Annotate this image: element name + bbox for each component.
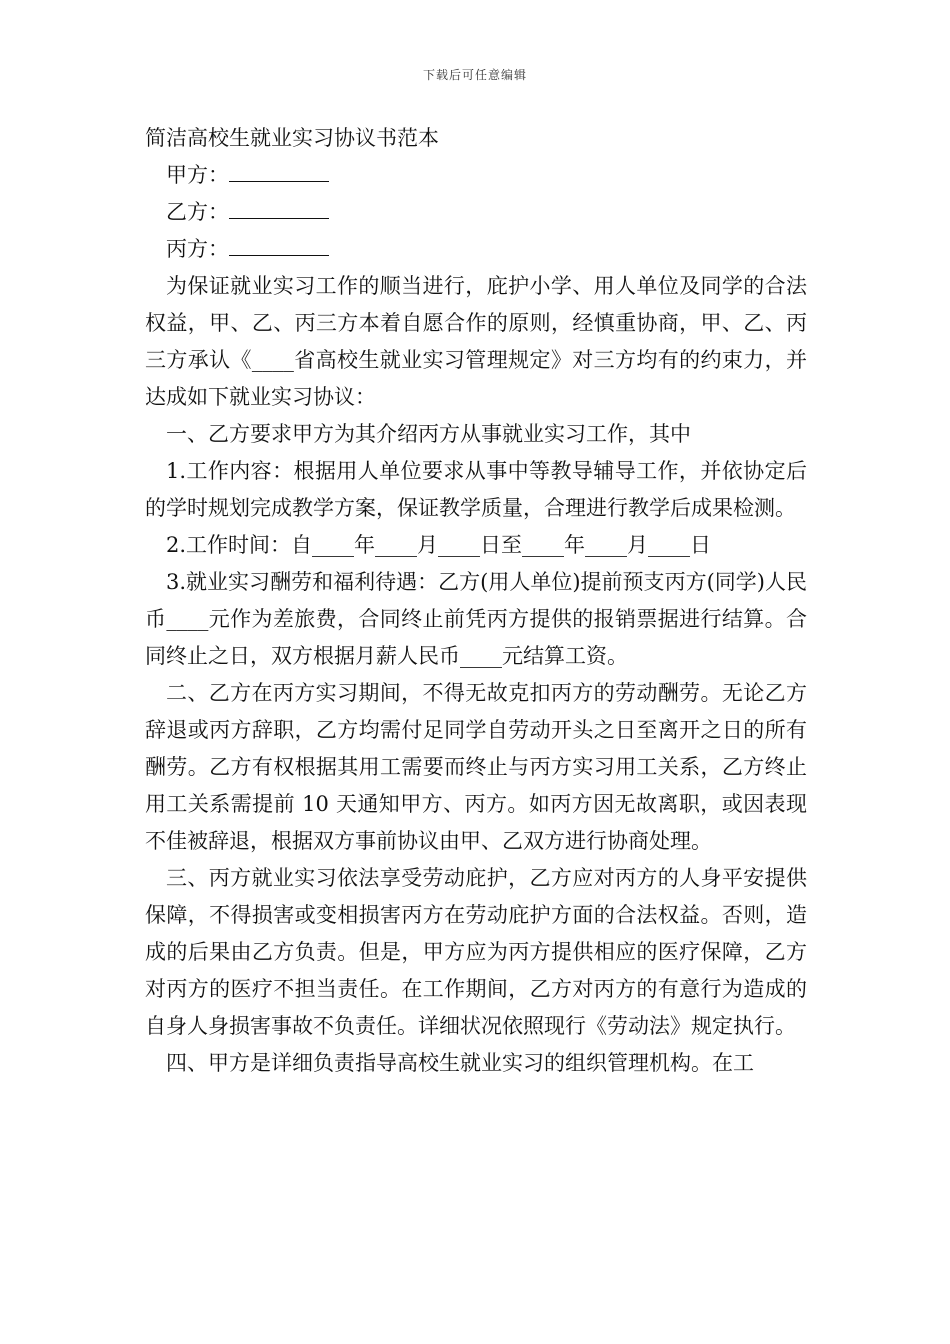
party-b-blank [229, 194, 329, 219]
party-a-blank [229, 157, 329, 182]
party-a-line [145, 157, 807, 194]
clause-one-item-3: 3.就业实习酬劳和福利待遇：乙方(用人单位)提前预支丙方(同学)人民币____元作为差旅费，合同终止前凭丙方提供的报销票据进行结算。合同终止之日，双方根据月薪人民币____元结算工资。 [145, 570, 807, 668]
party-a-label: 甲方： [166, 163, 229, 187]
document-body [145, 120, 807, 1082]
party-b-line [145, 194, 807, 231]
preamble-paragraph: 为保证就业实习工作的顺当进行，庇护小学、用人单位及同学的合法权益，甲、乙、丙三方本着自愿合作的原则，经慎重协商，甲、乙、丙三方承认《____省高校生就业实习管理规定》对三方均有的约束力，并达成如下就业实习协议： [145, 274, 807, 409]
party-c-blank [229, 231, 329, 256]
party-c-label: 丙方： [166, 237, 229, 261]
page-header: 下载后可任意编辑 [422, 68, 527, 82]
clause-two-paragraph: 二、乙方在丙方实习期间，不得无故克扣丙方的劳动酬劳。无论乙方辞退或丙方辞职，乙方均需付足同学自劳动开头之日至离开之日的所有酬劳。乙方有权根据其用工需要而终止与丙方实习用工关系，乙方终止用工关系需提前 10 天通知甲方、丙方。如丙方因无故离职，或因表现不佳被辞退，根据双方事前协议由甲、乙双方进行协商处理。 [145, 681, 807, 853]
clause-four-paragraph: 四、甲方是详细负责指导高校生就业实习的组织管理机构。在工 [166, 1051, 754, 1075]
document-title: 简洁高校生就业实习协议书范本 [145, 126, 439, 150]
clause-one-item-1: 1.工作内容：根据用人单位要求从事中等教导辅导工作，并依协定后的学时规划完成教学方案，保证教学质量，合理进行教学后成果检测。 [145, 459, 807, 520]
clause-three-paragraph: 三、丙方就业实习依法享受劳动庇护，乙方应对丙方的人身平安提供保障，不得损害或变相损害丙方在劳动庇护方面的合法权益。否则，造成的后果由乙方负责。但是，甲方应为丙方提供相应的医疗保障，乙方对丙方的医疗不担当责任。在工作期间，乙方对丙方的有意行为造成的自身人身损害事故不负责任。详细状况依照现行《劳动法》规定执行。 [145, 866, 807, 1038]
clause-one-heading: 一、乙方要求甲方为其介绍丙方从事就业实习工作，其中 [166, 422, 691, 446]
party-c-line [145, 231, 807, 268]
party-b-label: 乙方： [166, 200, 229, 224]
clause-one-item-2: 2.工作时间：自____年____月____日至____年____月____日 [166, 533, 712, 557]
